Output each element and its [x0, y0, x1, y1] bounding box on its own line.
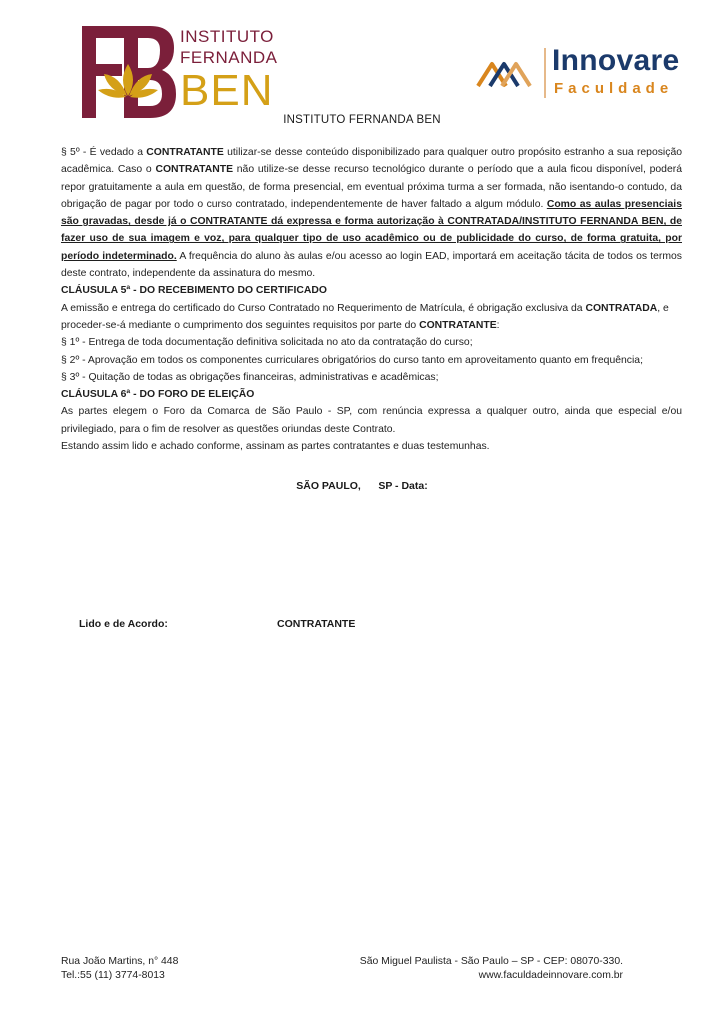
instituto-fernanda-ben-logo	[78, 24, 288, 120]
clause-6-heading: CLÁUSULA 6ª - DO FORO DE ELEIÇÃO	[61, 389, 255, 401]
contract-body	[61, 144, 682, 455]
footer-phone: Tel.:55 (11) 3774-8013	[61, 970, 165, 981]
fb-logo-line1: INSTITUTO	[180, 27, 274, 46]
footer-website: www.faculdadeinnovare.com.br	[478, 970, 623, 981]
innovare-faculdade-logo	[476, 44, 708, 104]
innovare-subtitle: Faculdade	[554, 80, 674, 97]
logo-divider	[544, 48, 546, 98]
closing-paragraph: Estando assim lido e achado conforme, assinam as partes contratantes e duas testemunhas.	[61, 441, 490, 453]
requirement-3: § 3º - Quitação de todas as obrigações financeiras, administrativas e acadêmicas;	[61, 371, 439, 383]
document-title: INSTITUTO FERNANDA BEN	[283, 114, 441, 126]
image-authorization-clause: Como as aulas presenciais são gravadas, desde já o CONTRATANTE dá expressa e forma autorização à CONTRATADA/INSTITUTO FERNANDA BEN, de fazer uso de sua imagem e voz, para qualquer tipo de uso acadêmico ou de publicidade do curso, de forma gratuita, por período indeterminado.	[61, 198, 682, 262]
fb-logo-line2: FERNANDA	[180, 48, 278, 67]
footer-address: Rua João Martins, n° 448	[61, 956, 179, 967]
requirement-2: § 2º - Aprovação em todos os componentes curriculares obrigatórios do curso tanto em aproveitamento quanto em frequência;	[61, 354, 643, 366]
footer-address-city: São Miguel Paulista - São Paulo – SP - CEP: 08070-330.	[359, 956, 623, 967]
fb-monogram-icon	[78, 24, 178, 120]
fb-logo-line3: BEN	[180, 66, 274, 115]
innovare-name: Innovare	[552, 44, 680, 77]
requirement-1: § 1º - Entrega de toda documentação definitiva solicitada no ato da contratação do curso;	[61, 337, 473, 349]
signature-label-contratante: CONTRATANTE	[277, 618, 356, 630]
clause-5-heading: CLÁUSULA 5ª - DO RECEBIMENTO DO CERTIFICADO	[61, 285, 327, 297]
date-line: SÃO PAULO, SP - Data:	[296, 480, 428, 492]
forum-paragraph: As partes elegem o Foro da Comarca de São Paulo - SP, com renúncia expressa a qualquer outro, ainda que especial e/ou privilegiado, para o fim de resolver as questões oriundas deste Contrato.	[61, 406, 682, 435]
signature-label-left: Lido e de Acordo:	[79, 618, 168, 630]
certificate-paragraph: A emissão e entrega do certificado do Curso Contratado no Requerimento de Matrícula, é obrigação exclusiva da CONTRATADA, e proceder-se-á mediante o cumprimento dos seguintes requisitos por parte do CONTRATANTE:	[61, 302, 669, 331]
paragraph-5: § 5º - É vedado a CONTRATANTE utilizar-se desse conteúdo disponibilizado para qualquer outro propósito estranho a sua reposição acadêmica. Caso o CONTRATANTE não utilize-se desse recurso tecnológico durante o período que a aula ficou disponível, poderá repor gratuitamente a aula em questão, de forma presencial, em eventual próxima turma a ser formada, não isentando-o contudo, da obrigação de pagar por todo o curso contratado, independentemente de haver faltado a algum módulo. Como as aulas presenciais são gravadas, desde já o CONTRATANTE dá expressa e forma autorização à CONTRATADA/INSTITUTO FERNANDA BEN, de fazer uso de sua imagem e voz, para qualquer tipo de uso acadêmico ou de publicidade do curso, de forma gratuita, por período indeterminado. A frequência do aluno às aulas e/ou acesso ao login EAD, importará em aceitação tácita de todos os termos deste contrato, independente da assinatura do mesmo.	[61, 147, 682, 280]
mountain-logo-icon	[476, 58, 532, 88]
